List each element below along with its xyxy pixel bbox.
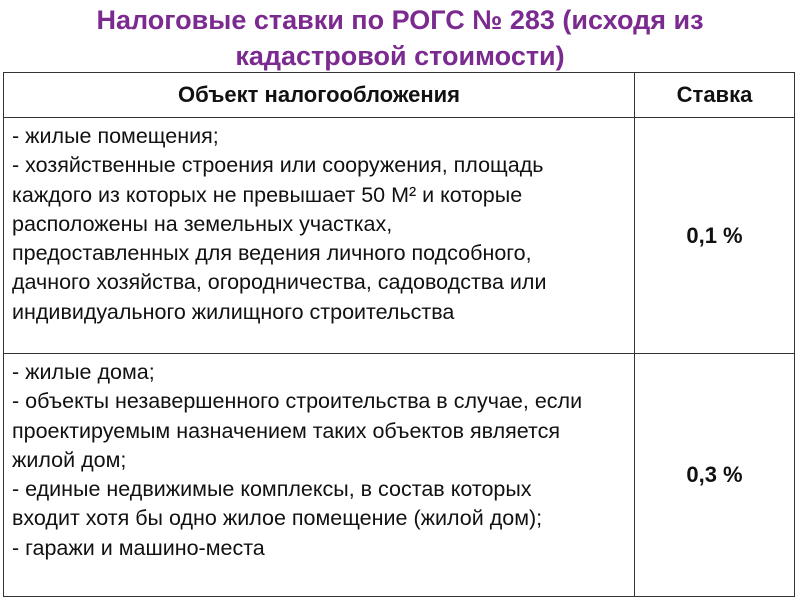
object-line: предоставленных для ведения личного подсобного, bbox=[12, 241, 532, 266]
object-line: проектируемым назначением таких объектов является bbox=[12, 418, 561, 443]
table-header-row bbox=[4, 73, 795, 118]
object-line: индивидуального жилищного строительства bbox=[12, 299, 455, 324]
object-line: каждого из которых не превышает 50 М² и которые bbox=[12, 182, 523, 207]
header-rate: Ставка bbox=[635, 73, 795, 118]
object-line: дачного хозяйства, огородничества, садоводства или bbox=[12, 270, 547, 295]
page-title-line-1: Налоговые ставки по РОГС № 283 (исходя из bbox=[96, 5, 704, 35]
object-line: - гаражи и машино-места bbox=[12, 535, 265, 560]
object-line: - единые недвижимые комплексы, в состав которых bbox=[12, 477, 532, 502]
page-title-line-2: кадастровой стоимости) bbox=[235, 41, 565, 71]
rate-cell: 0,1 % bbox=[635, 118, 795, 354]
object-line: входит хотя бы одно жилое помещение (жилой дом); bbox=[12, 506, 543, 531]
tax-rates-table bbox=[3, 72, 795, 597]
object-line: - объекты незавершенного строительства в случае, если bbox=[12, 389, 583, 414]
page-title bbox=[0, 2, 800, 74]
object-line: расположены на земельных участках, bbox=[12, 211, 393, 236]
table-row bbox=[4, 118, 795, 354]
header-object: Объект налогообложения bbox=[4, 73, 635, 118]
rate-cell: 0,3 % bbox=[635, 354, 795, 597]
object-line: жилой дом; bbox=[12, 447, 127, 472]
object-line: - хозяйственные строения или сооружения, площадь bbox=[12, 153, 544, 178]
object-line: - жилые помещения; bbox=[12, 124, 219, 148]
object-cell bbox=[4, 354, 635, 597]
object-line: - жилые дома; bbox=[12, 360, 155, 384]
table-row bbox=[4, 354, 795, 597]
object-cell bbox=[4, 118, 635, 354]
